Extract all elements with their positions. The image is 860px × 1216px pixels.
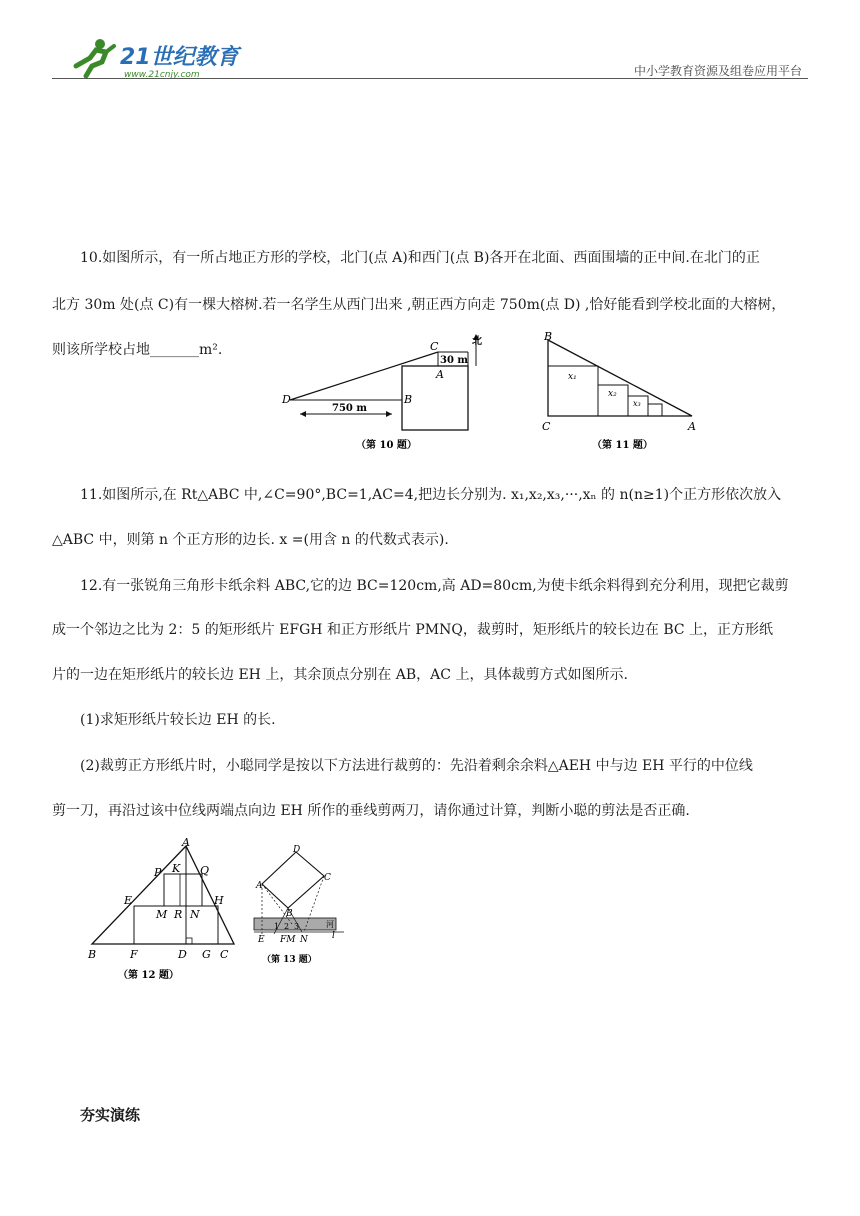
fig13-n2: 2 [284,922,290,931]
site-logo [62,36,252,80]
fig11-x1: x₁ [568,372,577,382]
fig10-dist-750: 750 m [332,403,367,414]
q11-line2: △ABC 中，则第 n 个正方形的边长. x =(用含 n 的代数式表示). [52,532,449,548]
q10-line2: 北方 30m 处(点 C)有一棵大榕树.若一名学生从西门出来 ,朝正西方向走 750m(点 D) ,恰好能看到学校北面的大榕树， [52,297,786,313]
fig12-k: K [172,862,181,875]
header-divider [52,78,808,79]
fig10-label-a: A [436,368,444,381]
fig11-x3: x₃ [633,399,641,408]
runner-logo-icon [62,36,252,80]
q12-sub2-line1: (2)裁剪正方形纸片时，小聪同学是按以下方法进行裁剪的：先沿着剩余余料△AEH 中与边 EH 平行的中位线 [80,758,753,774]
q10-line3: 则该所学校占地_______m². [52,342,223,358]
fig12-g: G [202,948,211,961]
fig10-caption: （第 10 题） [356,440,417,451]
fig11-label-c: C [542,420,551,433]
fig13-a: A [256,881,263,891]
fig12-c: C [220,948,229,961]
q11-line1: 11.如图所示,在 Rt△ABC 中,∠C=90°,BC=1,AC=4,把边长分别为. x₁,x₂,x₃,···,xₙ 的 n(n≥1)个正方形依次放入 [80,487,782,503]
fig12-m: M [156,908,168,921]
header-tagline: 中小学教育资源及组卷应用平台 [633,64,802,78]
logo-text: 21世纪教育 [120,45,239,70]
fig13-n3: 3 [294,922,300,931]
q12-line3: 片的一边在矩形纸片的较长边 EH 上，其余顶点分别在 AB，AC 上，具体裁剪方式如图所示. [52,667,628,683]
fig12-n: N [190,908,200,921]
fig12-d: D [178,948,187,961]
fig10-label-c: C [430,340,439,353]
fig13-e: E [258,935,265,945]
fig12-r: R [174,908,183,921]
fig12-p: P [154,866,162,879]
fig12-f: F [130,948,138,961]
fig13-caption: （第 13 题） [262,955,317,965]
fig12-a: A [182,836,190,849]
fig13-d: D [293,845,301,855]
fig13-fm: FM [280,935,296,945]
fig13-l: l [332,931,335,941]
fig12-q: Q [200,864,210,877]
figure-12 [84,836,242,990]
fig13-c: C [324,873,331,883]
fig10-dist-30: 30 m [440,355,468,366]
figure-13 [248,840,352,974]
logo-url: www.21cnjy.com [124,70,200,80]
fig12-e: E [124,894,133,907]
section-title: 夯实演练 [80,1106,141,1124]
fig11-caption: （第 11 题） [592,440,653,451]
q10-line1: 10.如图所示，有一所占地正方形的学校，北门(点 A)和西门(点 B)各开在北面、西面围墙的正中间.在北门的正 [80,250,760,266]
fig11-label-b: B [544,330,553,343]
q12-sub2-line2: 剪一刀，再沿过该中位线两端点向边 EH 所作的垂线剪两刀，请你通过计算，判断小聪的剪法是否正确. [52,803,690,819]
fig13-river: 河 [326,920,334,929]
fig10-label-b: B [404,393,413,406]
figure-11 [536,330,706,460]
q12-line1: 12.有一张锐角三角形卡纸余料 ABC,它的边 BC=120cm,高 AD=80cm,为使卡纸余料得到充分利用，现把它裁剪 [80,578,789,594]
fig12-h: H [214,894,224,907]
fig12-b: B [88,948,97,961]
fig10-north: 北 [472,336,482,347]
q12-line2: 成一个邻边之比为 2：5 的矩形纸片 EFGH 和正方形纸片 PMNQ，裁剪时，矩形纸片的较长边在 BC 上，正方形纸 [52,622,774,638]
fig11-x2: x₂ [608,389,617,399]
fig13-n1: 1 [274,922,280,931]
figure-10 [280,330,500,460]
fig12-caption: （第 12 题） [118,970,179,981]
fig10-label-d: D [282,393,291,406]
page-header [52,36,808,82]
fig13-b: B [286,909,293,919]
fig11-label-a: A [688,420,696,433]
fig13-n: N [300,935,308,945]
q12-sub1: (1)求矩形纸片较长边 EH 的长. [80,712,276,728]
